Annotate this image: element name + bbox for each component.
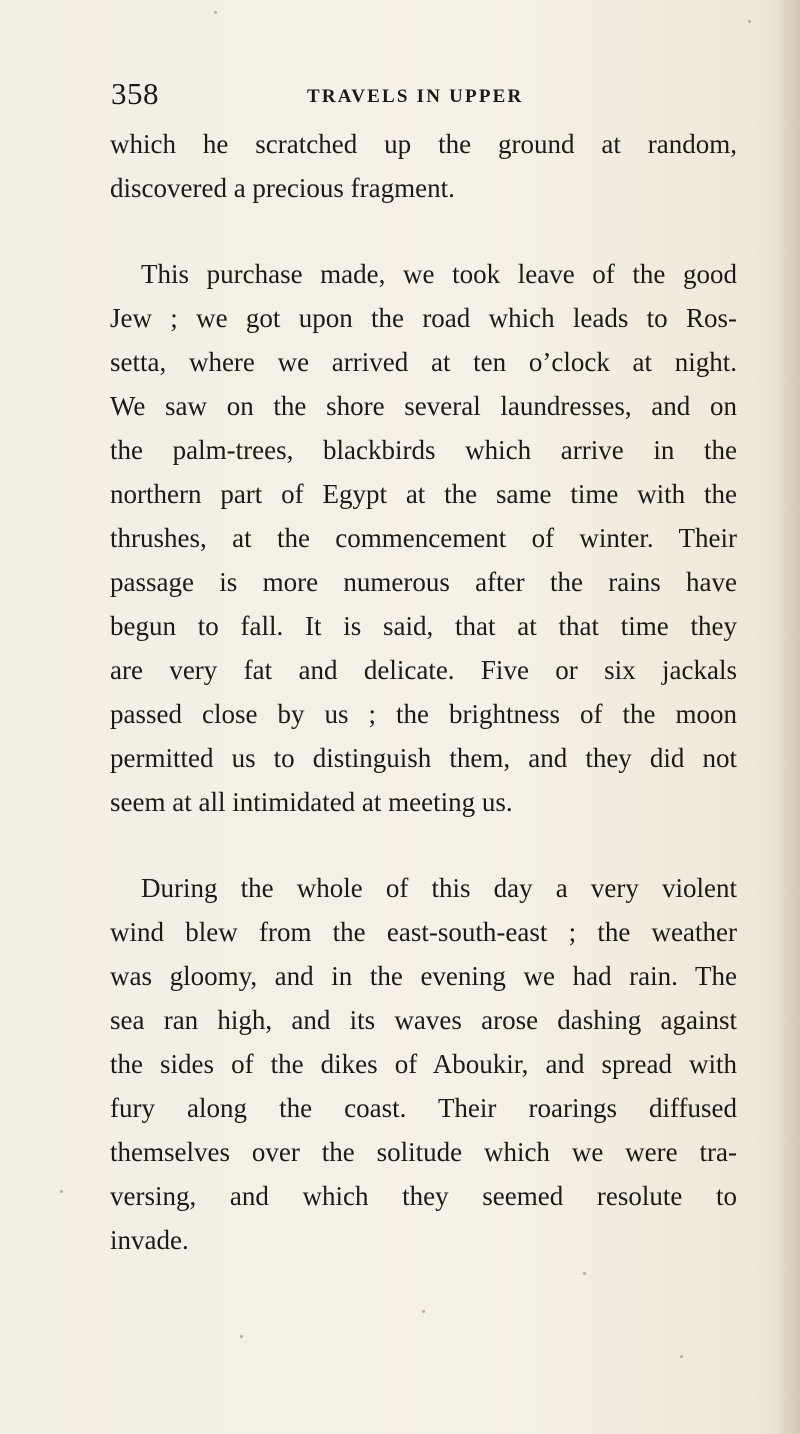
text-line: versing, and which they seemed resolute to [110,1181,737,1211]
text-line: discovered a precious fragment. [110,173,455,203]
text-line: thrushes, at the commencement of winter. Their [110,523,737,553]
text-line: northern part of Egypt at the same time with the [110,479,737,509]
text-line: wind blew from the east-south-east ; the weather [110,917,737,947]
text-line: Jew ; we got upon the road which leads to Ros- [110,303,737,333]
text-line: which he scratched up the ground at random, [110,129,737,159]
text-line: the sides of the dikes of Aboukir, and spread with [110,1049,737,1079]
paragraph-1 [110,122,737,210]
paragraph-2 [110,252,737,824]
text-line: passed close by us ; the brightness of the moon [110,699,737,729]
text-line: This purchase made, we took leave of the good [141,259,737,289]
text-line: begun to fall. It is said, that at that time they [110,611,737,641]
text-line: sea ran high, and its waves arose dashing against [110,1005,737,1035]
text-line: themselves over the solitude which we were tra- [110,1137,737,1167]
text-line: permitted us to distinguish them, and they did not [110,743,737,773]
text-line: seem at all intimidated at meeting us. [110,787,513,817]
text-line: invade. [110,1225,189,1255]
body-text [110,122,737,1262]
text-line: was gloomy, and in the evening we had rain. The [110,961,737,991]
paper-speck [422,1310,425,1313]
text-line: fury along the coast. Their roarings diffused [110,1093,737,1123]
paper-speck [680,1355,683,1358]
paper-speck [240,1335,243,1338]
page-edge-shadow [774,0,800,1434]
running-head: TRAVELS IN UPPER [307,86,524,107]
text-line: setta, where we arrived at ten o’clock at night. [110,347,737,377]
text-line: are very fat and delicate. Five or six jackals [110,655,737,685]
paper-speck [748,20,751,23]
paper-speck [214,11,217,14]
paragraph-3 [110,866,737,1262]
paper-speck [583,1272,586,1275]
paper-speck [60,1190,63,1193]
text-line: During the whole of this day a very violent [141,873,737,903]
text-line: the palm-trees, blackbirds which arrive in the [110,435,737,465]
text-line: passage is more numerous after the rains have [110,567,737,597]
page-header [111,76,541,116]
text-line: We saw on the shore several laundresses, and on [110,391,737,421]
page-number: 358 [111,76,159,111]
